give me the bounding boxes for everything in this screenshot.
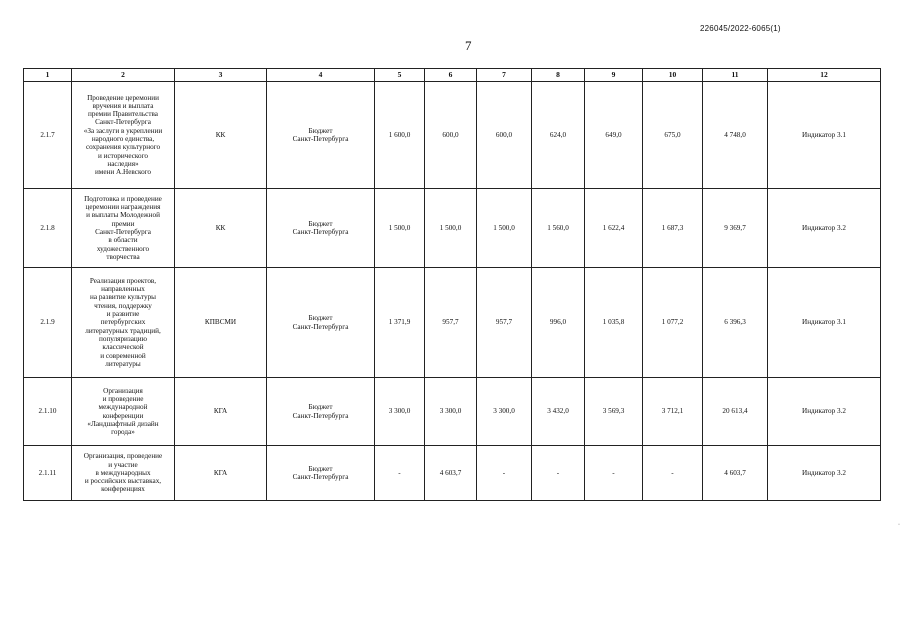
value-cell: 1 687,3 — [643, 189, 703, 268]
indicator-cell: Индикатор 3.2 — [768, 189, 881, 268]
total-cell: 4 603,7 — [703, 446, 768, 501]
value-cell: - — [477, 446, 532, 501]
indicator-cell: Индикатор 3.1 — [768, 82, 881, 189]
row-number: 2.1.7 — [24, 82, 72, 189]
value-cell: - — [643, 446, 703, 501]
row-number: 2.1.11 — [24, 446, 72, 501]
column-header: 10 — [643, 69, 703, 82]
value-cell: - — [585, 446, 643, 501]
executor: КГА — [175, 446, 267, 501]
value-cell: 675,0 — [643, 82, 703, 189]
value-cell: 1 622,4 — [585, 189, 643, 268]
table-row — [24, 268, 881, 378]
table-row — [24, 378, 881, 446]
value-cell: 3 712,1 — [643, 378, 703, 446]
column-header: 7 — [477, 69, 532, 82]
value-cell: 1 500,0 — [477, 189, 532, 268]
row-number: 2.1.8 — [24, 189, 72, 268]
column-header: 12 — [768, 69, 881, 82]
value-cell: 957,7 — [477, 268, 532, 378]
row-number: 2.1.9 — [24, 268, 72, 378]
header-row — [24, 69, 881, 82]
column-header: 2 — [72, 69, 175, 82]
program-table — [23, 68, 881, 501]
row-number: 2.1.10 — [24, 378, 72, 446]
column-header: 5 — [375, 69, 425, 82]
indicator-cell: Индикатор 3.2 — [768, 446, 881, 501]
value-cell: 3 569,3 — [585, 378, 643, 446]
funding-source: Бюджет Санкт-Петербурга — [267, 82, 375, 189]
table-row — [24, 189, 881, 268]
value-cell: 957,7 — [425, 268, 477, 378]
total-cell: 9 369,7 — [703, 189, 768, 268]
value-cell: 1 077,2 — [643, 268, 703, 378]
funding-source: Бюджет Санкт-Петербурга — [267, 189, 375, 268]
indicator-cell: Индикатор 3.1 — [768, 268, 881, 378]
value-cell: 1 560,0 — [532, 189, 585, 268]
column-header: 9 — [585, 69, 643, 82]
total-cell: 20 613,4 — [703, 378, 768, 446]
funding-source: Бюджет Санкт-Петербурга — [267, 378, 375, 446]
value-cell: - — [375, 446, 425, 501]
activity-description: Организация, проведение и участие в международных и российских выставках, конференциях — [72, 446, 175, 501]
column-header: 3 — [175, 69, 267, 82]
table-row — [24, 446, 881, 501]
value-cell: 600,0 — [477, 82, 532, 189]
value-cell: 3 300,0 — [477, 378, 532, 446]
column-header: 6 — [425, 69, 477, 82]
scan-mark: · — [898, 522, 900, 528]
activity-description: Организация и проведение международной конференции «Ландшафтный дизайн города» — [72, 378, 175, 446]
funding-source: Бюджет Санкт-Петербурга — [267, 268, 375, 378]
value-cell: 649,0 — [585, 82, 643, 189]
value-cell: 3 300,0 — [375, 378, 425, 446]
value-cell: 624,0 — [532, 82, 585, 189]
activity-description: Проведение церемонии вручения и выплата премии Правительства Санкт-Петербурга «За заслуги в укреплении народного единства, сохранения культурного и исторического наследия» имени А.Невского — [72, 82, 175, 189]
value-cell: 3 432,0 — [532, 378, 585, 446]
total-cell: 4 748,0 — [703, 82, 768, 189]
value-cell: 996,0 — [532, 268, 585, 378]
value-cell: 1 500,0 — [375, 189, 425, 268]
executor: КГА — [175, 378, 267, 446]
column-header: 4 — [267, 69, 375, 82]
column-header: 8 — [532, 69, 585, 82]
value-cell: 1 500,0 — [425, 189, 477, 268]
value-cell: 1 600,0 — [375, 82, 425, 189]
executor: КПВСМИ — [175, 268, 267, 378]
value-cell: 1 035,8 — [585, 268, 643, 378]
column-header: 11 — [703, 69, 768, 82]
funding-source: Бюджет Санкт-Петербурга — [267, 446, 375, 501]
value-cell: 1 371,9 — [375, 268, 425, 378]
value-cell: 600,0 — [425, 82, 477, 189]
page-number: 7 — [465, 38, 472, 53]
document-id: 226045/2022-6065(1) — [700, 24, 781, 33]
indicator-cell: Индикатор 3.2 — [768, 378, 881, 446]
activity-description: Реализация проектов, направленных на развитие культуры чтения, поддержку и развитие петербургских литературных традиций, популяризацию классической и современной литературы — [72, 268, 175, 378]
activity-description: Подготовка и проведение церемонии награждения и выплаты Молодежной премии Санкт-Петербурга в области художественного творчества — [72, 189, 175, 268]
executor: КК — [175, 82, 267, 189]
table-row — [24, 82, 881, 189]
executor: КК — [175, 189, 267, 268]
value-cell: 4 603,7 — [425, 446, 477, 501]
value-cell: 3 300,0 — [425, 378, 477, 446]
column-header: 1 — [24, 69, 72, 82]
total-cell: 6 396,3 — [703, 268, 768, 378]
value-cell: - — [532, 446, 585, 501]
